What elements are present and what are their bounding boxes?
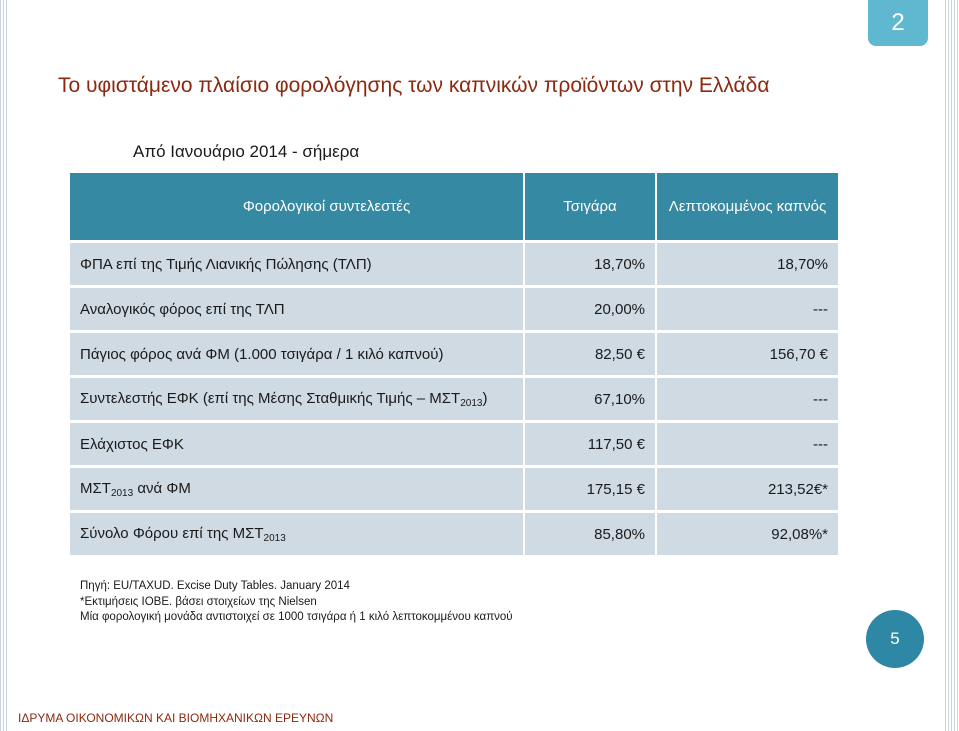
cigarettes-value: 82,50 €: [524, 332, 656, 377]
row-label-suffix: ανά ΦΜ: [133, 479, 191, 497]
row-label-subscript: 2013: [460, 397, 483, 409]
row-label-text: ΦΠΑ επί της Τιμής Λιανικής Πώλησης (ΤΛΠ): [80, 255, 372, 273]
fine-cut-value: 92,08%*: [656, 512, 838, 557]
table-row: [70, 512, 838, 557]
header-cigarettes: Τσιγάρα: [524, 173, 656, 242]
cigarettes-value: 18,70%: [524, 242, 656, 287]
header-fine-cut-tobacco: Λεπτοκομμένος καπνός: [656, 173, 838, 242]
row-label: [70, 467, 524, 512]
cigarettes-value: 67,10%: [524, 377, 656, 422]
table-row: [70, 377, 838, 422]
row-label: [70, 512, 524, 557]
row-label: [70, 242, 524, 287]
footer-organization: ΙΔΡΥΜΑ ΟΙΚΟΝΟΜΙΚΩΝ ΚΑΙ ΒΙΟΜΗΧΑΝΙΚΩΝ ΕΡΕΥΝΩΝ: [18, 711, 334, 725]
table-row: [70, 242, 838, 287]
fine-cut-value: 18,70%: [656, 242, 838, 287]
row-label-suffix: ): [482, 389, 488, 407]
page-number-badge: 2: [868, 0, 928, 46]
fine-cut-value: 156,70 €: [656, 332, 838, 377]
left-decorative-stripe: [0, 0, 8, 731]
fine-cut-value: ---: [656, 377, 838, 422]
slide-subtitle: Από Ιανουάριο 2014 - σήμερα: [133, 142, 360, 161]
source-notes: [80, 579, 513, 626]
row-label: [70, 287, 524, 332]
table-body: [70, 242, 838, 557]
fine-cut-value: ---: [656, 287, 838, 332]
note-source: Πηγή: EU/TAXUD. Excise Duty Tables. January 2014: [80, 580, 350, 592]
row-label-subscript: 2013: [110, 487, 134, 499]
fine-cut-value: 213,52€*: [656, 467, 838, 512]
table-row: [70, 287, 838, 332]
table-row: [70, 422, 838, 467]
cigarettes-value: 20,00%: [524, 287, 656, 332]
row-label-text: Συντελεστής ΕΦΚ (επί της Μέσης Σταθμικής Τιμής – ΜΣΤ: [80, 389, 461, 407]
row-label: [70, 377, 524, 422]
note-estimates: *Εκτιμήσεις ΙΟΒΕ. βάσει στοιχείων της Nielsen: [80, 595, 317, 608]
row-label-text: Πάγιος φόρος ανά ΦΜ (1.000 τσιγάρα / 1 κιλό καπνού): [80, 345, 444, 363]
row-label-subscript: 2013: [263, 532, 286, 544]
row-label-text: Σύνολο Φόρου επί της ΜΣΤ: [80, 524, 264, 542]
right-decorative-stripe: [945, 0, 959, 731]
cigarettes-value: 85,80%: [524, 512, 656, 557]
row-label-text: Αναλογικός φόρος επί της ΤΛΠ: [80, 300, 285, 318]
fine-cut-value: ---: [656, 422, 838, 467]
row-label: [70, 422, 524, 467]
row-label: [70, 332, 524, 377]
slide-number-badge: 5: [866, 610, 924, 668]
slide-title: Το υφιστάμενο πλαίσιο φορολόγησης των καπνικών προϊόντων στην Ελλάδα: [58, 74, 770, 97]
cigarettes-value: 175,15 €: [524, 467, 656, 512]
table-row: [70, 467, 838, 512]
table-header-row: [70, 173, 838, 242]
cigarettes-value: 117,50 €: [524, 422, 656, 467]
tax-rates-table: [70, 173, 838, 558]
row-label-text: Ελάχιστος ΕΦΚ: [80, 435, 184, 453]
header-tax-rates: Φορολογικοί συντελεστές: [70, 173, 524, 242]
note-tax-unit: Μία φορολογική μονάδα αντιστοιχεί σε 1000 τσιγάρα ή 1 κιλό λεπτοκομμένου καπνού: [80, 611, 513, 623]
row-label-text: ΜΣΤ: [80, 479, 111, 497]
table-row: [70, 332, 838, 377]
